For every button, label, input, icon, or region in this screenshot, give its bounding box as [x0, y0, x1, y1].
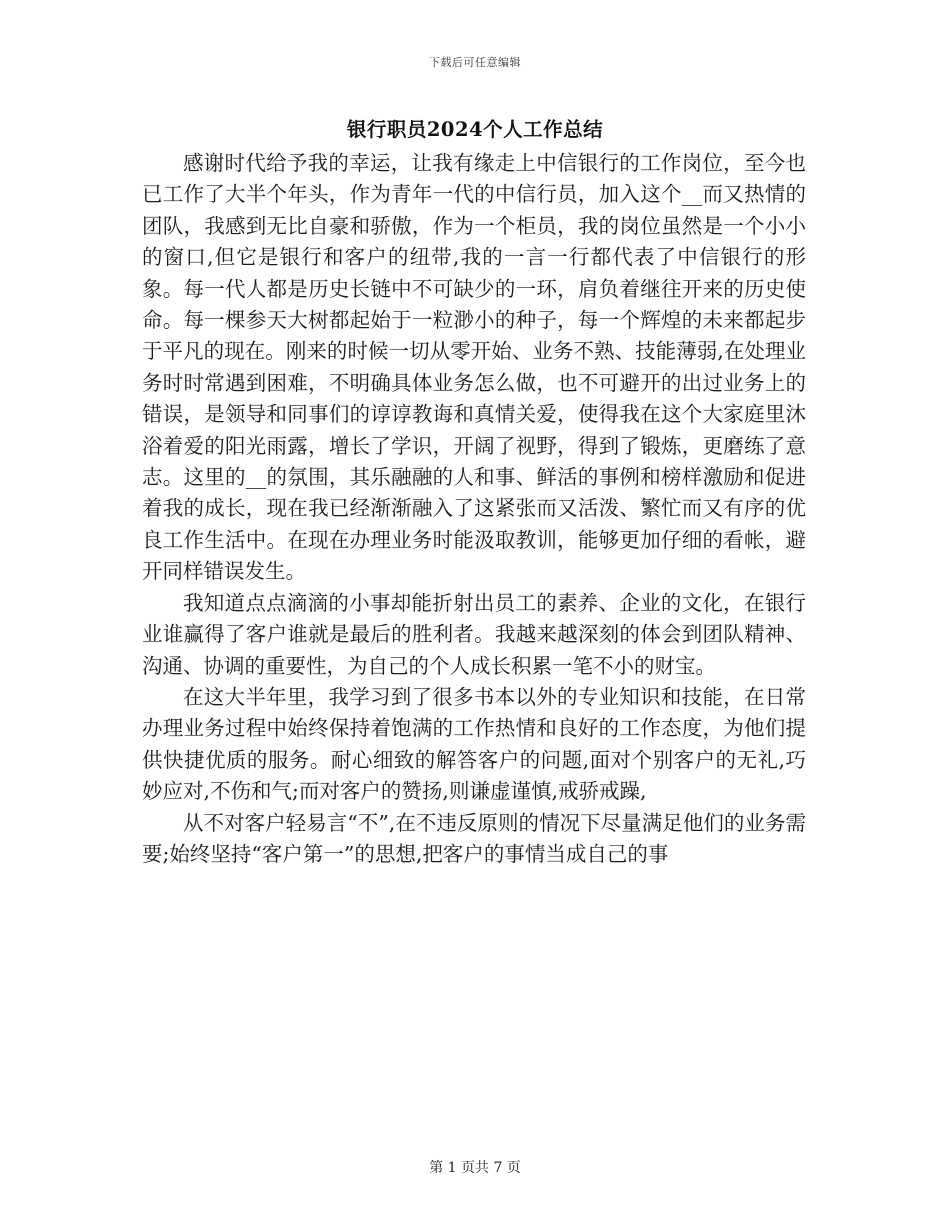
document-body	[142, 148, 806, 870]
header-note: 下载后可任意编辑	[429, 56, 521, 69]
document-title: 银行职员2024个人工作总结	[346, 118, 604, 141]
page-indicator: 第 1 页共 7 页	[429, 1160, 521, 1176]
paragraph: 在这大半年里，我学习到了很多书本以外的专业知识和技能，在日常办理业务过程中始终保持着饱满的工作热情和良好的工作态度，为他们提供快捷优质的服务。耐心细致的解答客户的问题,面对个别客户的无礼,巧妙应对,不伤和气;而对客户的赞扬,则谦虚谨慎,戒骄戒躁,	[142, 684, 806, 804]
paragraph: 我知道点点滴滴的小事却能折射出员工的素养、企业的文化，在银行业谁赢得了客户谁就是最后的胜利者。我越来越深刻的体会到团队精神、沟通、协调的重要性，为自己的个人成长积累一笔不小的财宝。	[142, 590, 806, 678]
paragraph: 感谢时代给予我的幸运，让我有缘走上中信银行的工作岗位，至今也已工作了大半个年头，作为青年一代的中信行员，加入这个__而又热情的团队，我感到无比自豪和骄傲，作为一个柜员，我的岗位虽然是一个小小的窗口,但它是银行和客户的纽带,我的一言一行都代表了中信银行的形象。每一代人都是历史长链中不可缺少的一环，肩负着继往开来的历史使命。每一棵参天大树都起始于一粒渺小的种子，每一个辉煌的未来都起步于平凡的现在。刚来的时候一切从零开始、业务不熟、技能薄弱,在处理业务时时常遇到困难，不明确具体业务怎么做，也不可避开的出过业务上的错误，是领导和同事们的谆谆教诲和真情关爱，使得我在这个大家庭里沐浴着爱的阳光雨露，增长了学识，开阔了视野，得到了锻炼，更磨练了意志。这里的__的氛围，其乐融融的人和事、鲜活的事例和榜样激励和促进着我的成长，现在我已经渐渐融入了这紧张而又活泼、繁忙而又有序的优良工作生活中。在现在办理业务时能汲取教训，能够更加仔细的看帐，避开同样错误发生。	[142, 151, 806, 584]
paragraph: 从不对客户轻易言“不”,在不违反原则的情况下尽量满足他们的业务需要;始终坚持“客户第一”的思想,把客户的事情当成自己的事	[142, 810, 806, 866]
